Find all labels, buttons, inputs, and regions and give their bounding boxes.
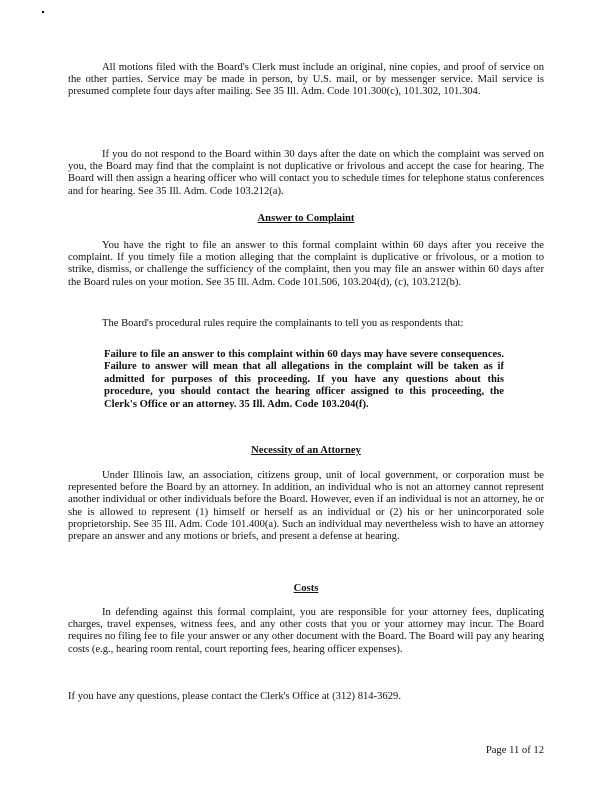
heading-costs: Costs [293, 583, 319, 594]
paragraph-motions: All motions filed with the Board's Clerk must include an original, nine copies, and proof of service on the other parties. Service may be made in person, by U.S. mail, or by messenger service. Mail service is presumed complete four days after mailing. See 35 Ill. Adm. Code 101.300(c), 101.302, 101.304. [68, 62, 544, 98]
paragraph-contact: If you have any questions, please contact the Clerk's Office at (312) 814-3629. [68, 691, 401, 702]
paragraph-procedural-rules: The Board's procedural rules require the complainants to tell you as respondents that: [102, 318, 464, 329]
paragraph-costs: In defending against this formal complaint, you are responsible for your attorney fees, duplicating charges, travel expenses, witness fees, and any other costs that you or your attorney may incur. The Board requires no filing fee to file your answer or any other document with the Board. The Board will pay any hearing costs (e.g., hearing room rental, court reporting fees, hearing officer expenses). [68, 607, 544, 655]
paragraph-illinois-law: Under Illinois law, an association, citizens group, unit of local government, or corporation must be represented before the Board by an attorney. In addition, an individual who is not an attorney cannot represent another individual or other individuals before the Board. However, even if an individual is not an attorney, he or she is allowed to represent (1) himself or herself as an individual or (2) his or her unincorporated sole proprietorship. See 35 Ill. Adm. Code 101.400(a). Such an individual may nevertheless wish to have an attorney prepare an answer and any motions or briefs, and present a defense at hearing. [68, 470, 544, 543]
paragraph-no-response: If you do not respond to the Board within 30 days after the date on which the complaint was served on you, the Board may find that the complaint is not duplicative or frivolous and accept the case for hearing. The Board will then assign a hearing officer who will contact you to schedule times for telephone status conferences and for hearing. See 35 Ill. Adm. Code 103.212(a). [68, 149, 544, 197]
notice-failure-to-answer: Failure to file an answer to this complaint within 60 days may have severe consequences. Failure to answer will mean that all allegations in the complaint will be taken as if admitted for purposes of this proceeding. If you have any questions about this procedure, you should contact the hearing officer assigned to this proceeding, the Clerk's Office or an attorney. 35 Ill. Adm. Code 103.204(f). [104, 349, 504, 410]
page-number: Page 11 of 12 [485, 745, 544, 756]
heading-answer-to-complaint: Answer to Complaint [257, 213, 355, 224]
heading-necessity-of-attorney: Necessity of an Attorney [251, 445, 361, 456]
scan-mark [42, 11, 44, 13]
paragraph-right-to-answer: You have the right to file an answer to this formal complaint within 60 days after you receive the complaint. If you timely file a motion alleging that the complaint is duplicative or frivolous, or a motion to strike, dismiss, or challenge the sufficiency of the complaint, then you may file an answer within 60 days after the Board rules on your motion. See 35 Ill. Adm. Code 101.506, 103.204(d), (c), 103.212(b). [68, 240, 544, 288]
